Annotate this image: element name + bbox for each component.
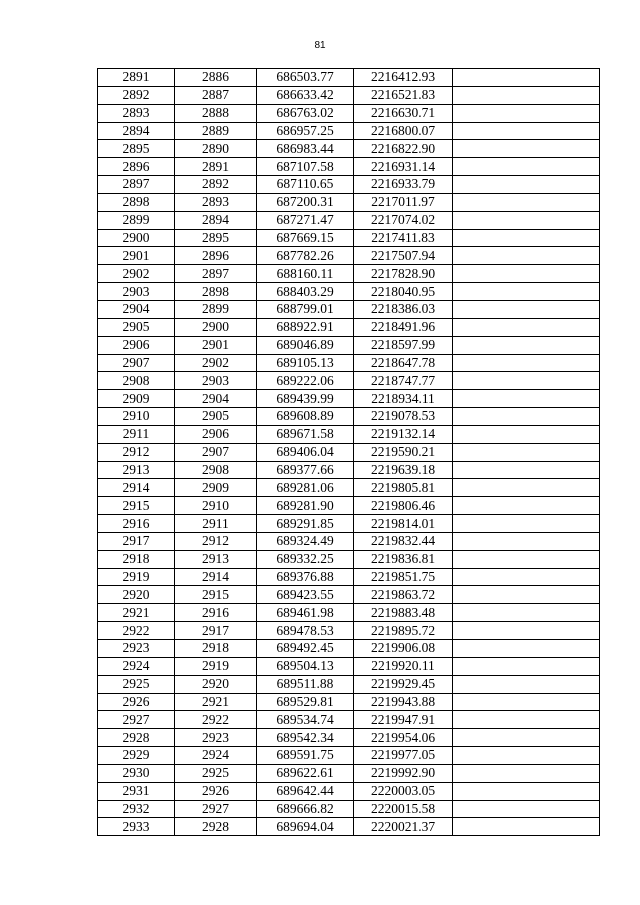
x-coordinate-cell: 689534.74 [257, 711, 354, 729]
table-row [98, 247, 600, 265]
note-cell [453, 693, 600, 711]
prev-point-number-cell: 2887 [175, 86, 257, 104]
x-coordinate-cell: 689642.44 [257, 782, 354, 800]
note-cell [453, 408, 600, 426]
note-cell [453, 425, 600, 443]
table-row [98, 69, 600, 87]
x-coordinate-cell: 689046.89 [257, 336, 354, 354]
point-number-cell: 2898 [98, 193, 175, 211]
prev-point-number-cell: 2894 [175, 211, 257, 229]
x-coordinate-cell: 687110.65 [257, 176, 354, 194]
y-coordinate-cell: 2217828.90 [354, 265, 453, 283]
table-row [98, 622, 600, 640]
x-coordinate-cell: 687200.31 [257, 193, 354, 211]
table-row [98, 390, 600, 408]
prev-point-number-cell: 2920 [175, 675, 257, 693]
prev-point-number-cell: 2888 [175, 104, 257, 122]
prev-point-number-cell: 2896 [175, 247, 257, 265]
x-coordinate-cell: 689377.66 [257, 461, 354, 479]
table-row [98, 604, 600, 622]
y-coordinate-cell: 2219590.21 [354, 443, 453, 461]
table-row [98, 211, 600, 229]
note-cell [453, 318, 600, 336]
table-row [98, 140, 600, 158]
x-coordinate-cell: 689291.85 [257, 515, 354, 533]
prev-point-number-cell: 2914 [175, 568, 257, 586]
y-coordinate-cell: 2216933.79 [354, 176, 453, 194]
x-coordinate-cell: 686503.77 [257, 69, 354, 87]
table-row [98, 729, 600, 747]
point-number-cell: 2905 [98, 318, 175, 336]
x-coordinate-cell: 689439.99 [257, 390, 354, 408]
table-row [98, 122, 600, 140]
y-coordinate-cell: 2219814.01 [354, 515, 453, 533]
prev-point-number-cell: 2912 [175, 532, 257, 550]
y-coordinate-cell: 2216630.71 [354, 104, 453, 122]
x-coordinate-cell: 689511.88 [257, 675, 354, 693]
table-row [98, 425, 600, 443]
point-number-cell: 2894 [98, 122, 175, 140]
table-row [98, 532, 600, 550]
x-coordinate-cell: 689591.75 [257, 747, 354, 765]
note-cell [453, 193, 600, 211]
point-number-cell: 2892 [98, 86, 175, 104]
table-row [98, 640, 600, 658]
y-coordinate-cell: 2219895.72 [354, 622, 453, 640]
table-row [98, 675, 600, 693]
page-number: 81 [314, 40, 326, 51]
note-cell [453, 211, 600, 229]
point-number-cell: 2929 [98, 747, 175, 765]
x-coordinate-cell: 687782.26 [257, 247, 354, 265]
x-coordinate-cell: 689105.13 [257, 354, 354, 372]
y-coordinate-cell: 2219883.48 [354, 604, 453, 622]
prev-point-number-cell: 2893 [175, 193, 257, 211]
note-cell [453, 229, 600, 247]
table-row [98, 265, 600, 283]
table-row [98, 104, 600, 122]
y-coordinate-cell: 2219805.81 [354, 479, 453, 497]
prev-point-number-cell: 2904 [175, 390, 257, 408]
note-cell [453, 550, 600, 568]
y-coordinate-cell: 2219977.05 [354, 747, 453, 765]
table-row [98, 461, 600, 479]
point-number-cell: 2921 [98, 604, 175, 622]
table-row [98, 657, 600, 675]
prev-point-number-cell: 2907 [175, 443, 257, 461]
table-row [98, 818, 600, 836]
y-coordinate-cell: 2216521.83 [354, 86, 453, 104]
x-coordinate-cell: 688922.91 [257, 318, 354, 336]
y-coordinate-cell: 2219920.11 [354, 657, 453, 675]
x-coordinate-cell: 689608.89 [257, 408, 354, 426]
prev-point-number-cell: 2900 [175, 318, 257, 336]
note-cell [453, 586, 600, 604]
point-number-cell: 2909 [98, 390, 175, 408]
x-coordinate-cell: 687271.47 [257, 211, 354, 229]
point-number-cell: 2908 [98, 372, 175, 390]
note-cell [453, 818, 600, 836]
point-number-cell: 2917 [98, 532, 175, 550]
table-row [98, 764, 600, 782]
note-cell [453, 372, 600, 390]
note-cell [453, 515, 600, 533]
table-row [98, 568, 600, 586]
table-row [98, 300, 600, 318]
prev-point-number-cell: 2909 [175, 479, 257, 497]
table-row [98, 193, 600, 211]
x-coordinate-cell: 689671.58 [257, 425, 354, 443]
x-coordinate-cell: 689478.53 [257, 622, 354, 640]
y-coordinate-cell: 2219639.18 [354, 461, 453, 479]
y-coordinate-cell: 2216822.90 [354, 140, 453, 158]
point-number-cell: 2899 [98, 211, 175, 229]
y-coordinate-cell: 2217411.83 [354, 229, 453, 247]
point-number-cell: 2922 [98, 622, 175, 640]
table-row [98, 443, 600, 461]
note-cell [453, 479, 600, 497]
prev-point-number-cell: 2925 [175, 764, 257, 782]
prev-point-number-cell: 2886 [175, 69, 257, 87]
note-cell [453, 86, 600, 104]
prev-point-number-cell: 2927 [175, 800, 257, 818]
table-row [98, 586, 600, 604]
y-coordinate-cell: 2219992.90 [354, 764, 453, 782]
prev-point-number-cell: 2898 [175, 283, 257, 301]
prev-point-number-cell: 2897 [175, 265, 257, 283]
table-row [98, 283, 600, 301]
table-row [98, 550, 600, 568]
x-coordinate-cell: 689406.04 [257, 443, 354, 461]
table-row [98, 229, 600, 247]
point-number-cell: 2914 [98, 479, 175, 497]
point-number-cell: 2931 [98, 782, 175, 800]
y-coordinate-cell: 2217074.02 [354, 211, 453, 229]
note-cell [453, 265, 600, 283]
note-cell [453, 461, 600, 479]
point-number-cell: 2895 [98, 140, 175, 158]
point-number-cell: 2891 [98, 69, 175, 87]
table-row [98, 693, 600, 711]
note-cell [453, 747, 600, 765]
point-number-cell: 2913 [98, 461, 175, 479]
x-coordinate-cell: 689529.81 [257, 693, 354, 711]
y-coordinate-cell: 2219929.45 [354, 675, 453, 693]
x-coordinate-cell: 689281.06 [257, 479, 354, 497]
point-number-cell: 2930 [98, 764, 175, 782]
table-row [98, 515, 600, 533]
y-coordinate-cell: 2218491.96 [354, 318, 453, 336]
table-row [98, 336, 600, 354]
point-number-cell: 2928 [98, 729, 175, 747]
note-cell [453, 247, 600, 265]
prev-point-number-cell: 2908 [175, 461, 257, 479]
note-cell [453, 729, 600, 747]
y-coordinate-cell: 2219832.44 [354, 532, 453, 550]
note-cell [453, 711, 600, 729]
y-coordinate-cell: 2220021.37 [354, 818, 453, 836]
prev-point-number-cell: 2923 [175, 729, 257, 747]
point-number-cell: 2925 [98, 675, 175, 693]
prev-point-number-cell: 2905 [175, 408, 257, 426]
table-row [98, 354, 600, 372]
x-coordinate-cell: 689461.98 [257, 604, 354, 622]
table-row [98, 86, 600, 104]
x-coordinate-cell: 689622.61 [257, 764, 354, 782]
table-row [98, 711, 600, 729]
point-number-cell: 2916 [98, 515, 175, 533]
x-coordinate-cell: 689666.82 [257, 800, 354, 818]
y-coordinate-cell: 2219906.08 [354, 640, 453, 658]
y-coordinate-cell: 2218647.78 [354, 354, 453, 372]
x-coordinate-cell: 689694.04 [257, 818, 354, 836]
point-number-cell: 2904 [98, 300, 175, 318]
x-coordinate-cell: 689222.06 [257, 372, 354, 390]
point-number-cell: 2911 [98, 425, 175, 443]
y-coordinate-cell: 2219943.88 [354, 693, 453, 711]
y-coordinate-cell: 2219836.81 [354, 550, 453, 568]
note-cell [453, 764, 600, 782]
table-row [98, 372, 600, 390]
prev-point-number-cell: 2916 [175, 604, 257, 622]
point-number-cell: 2902 [98, 265, 175, 283]
table-row [98, 800, 600, 818]
point-number-cell: 2897 [98, 176, 175, 194]
point-number-cell: 2893 [98, 104, 175, 122]
note-cell [453, 354, 600, 372]
prev-point-number-cell: 2889 [175, 122, 257, 140]
prev-point-number-cell: 2910 [175, 497, 257, 515]
y-coordinate-cell: 2218747.77 [354, 372, 453, 390]
point-number-cell: 2932 [98, 800, 175, 818]
x-coordinate-cell: 688403.29 [257, 283, 354, 301]
y-coordinate-cell: 2219947.91 [354, 711, 453, 729]
note-cell [453, 390, 600, 408]
note-cell [453, 300, 600, 318]
prev-point-number-cell: 2913 [175, 550, 257, 568]
table-body [98, 69, 600, 836]
table-row [98, 497, 600, 515]
point-number-cell: 2919 [98, 568, 175, 586]
note-cell [453, 532, 600, 550]
prev-point-number-cell: 2921 [175, 693, 257, 711]
point-number-cell: 2907 [98, 354, 175, 372]
note-cell [453, 568, 600, 586]
prev-point-number-cell: 2902 [175, 354, 257, 372]
table-row [98, 747, 600, 765]
prev-point-number-cell: 2918 [175, 640, 257, 658]
point-number-cell: 2906 [98, 336, 175, 354]
table-row [98, 408, 600, 426]
y-coordinate-cell: 2218040.95 [354, 283, 453, 301]
point-number-cell: 2912 [98, 443, 175, 461]
point-number-cell: 2900 [98, 229, 175, 247]
prev-point-number-cell: 2899 [175, 300, 257, 318]
point-number-cell: 2918 [98, 550, 175, 568]
note-cell [453, 122, 600, 140]
table-row [98, 158, 600, 176]
x-coordinate-cell: 686763.02 [257, 104, 354, 122]
x-coordinate-cell: 688160.11 [257, 265, 354, 283]
point-number-cell: 2926 [98, 693, 175, 711]
note-cell [453, 140, 600, 158]
note-cell [453, 158, 600, 176]
prev-point-number-cell: 2903 [175, 372, 257, 390]
point-number-cell: 2915 [98, 497, 175, 515]
x-coordinate-cell: 689542.34 [257, 729, 354, 747]
note-cell [453, 657, 600, 675]
note-cell [453, 497, 600, 515]
point-number-cell: 2920 [98, 586, 175, 604]
y-coordinate-cell: 2218934.11 [354, 390, 453, 408]
y-coordinate-cell: 2219078.53 [354, 408, 453, 426]
point-number-cell: 2924 [98, 657, 175, 675]
y-coordinate-cell: 2216800.07 [354, 122, 453, 140]
note-cell [453, 675, 600, 693]
note-cell [453, 283, 600, 301]
point-number-cell: 2896 [98, 158, 175, 176]
prev-point-number-cell: 2917 [175, 622, 257, 640]
y-coordinate-cell: 2219851.75 [354, 568, 453, 586]
note-cell [453, 104, 600, 122]
point-number-cell: 2923 [98, 640, 175, 658]
note-cell [453, 443, 600, 461]
prev-point-number-cell: 2922 [175, 711, 257, 729]
prev-point-number-cell: 2901 [175, 336, 257, 354]
y-coordinate-cell: 2220003.05 [354, 782, 453, 800]
y-coordinate-cell: 2219863.72 [354, 586, 453, 604]
point-number-cell: 2903 [98, 283, 175, 301]
x-coordinate-cell: 689376.88 [257, 568, 354, 586]
y-coordinate-cell: 2216412.93 [354, 69, 453, 87]
note-cell [453, 640, 600, 658]
x-coordinate-cell: 689504.13 [257, 657, 354, 675]
point-number-cell: 2901 [98, 247, 175, 265]
table-row [98, 318, 600, 336]
prev-point-number-cell: 2911 [175, 515, 257, 533]
x-coordinate-cell: 689281.90 [257, 497, 354, 515]
x-coordinate-cell: 687669.15 [257, 229, 354, 247]
table-row [98, 782, 600, 800]
prev-point-number-cell: 2926 [175, 782, 257, 800]
y-coordinate-cell: 2219954.06 [354, 729, 453, 747]
prev-point-number-cell: 2928 [175, 818, 257, 836]
note-cell [453, 782, 600, 800]
x-coordinate-cell: 686957.25 [257, 122, 354, 140]
point-number-cell: 2927 [98, 711, 175, 729]
x-coordinate-cell: 689324.49 [257, 532, 354, 550]
prev-point-number-cell: 2892 [175, 176, 257, 194]
note-cell [453, 604, 600, 622]
x-coordinate-cell: 689492.45 [257, 640, 354, 658]
y-coordinate-cell: 2219806.46 [354, 497, 453, 515]
prev-point-number-cell: 2895 [175, 229, 257, 247]
point-number-cell: 2910 [98, 408, 175, 426]
x-coordinate-cell: 687107.58 [257, 158, 354, 176]
table-row [98, 479, 600, 497]
y-coordinate-cell: 2218597.99 [354, 336, 453, 354]
x-coordinate-cell: 688799.01 [257, 300, 354, 318]
y-coordinate-cell: 2220015.58 [354, 800, 453, 818]
y-coordinate-cell: 2217011.97 [354, 193, 453, 211]
note-cell [453, 69, 600, 87]
prev-point-number-cell: 2906 [175, 425, 257, 443]
coordinates-table [97, 68, 600, 836]
x-coordinate-cell: 686983.44 [257, 140, 354, 158]
x-coordinate-cell: 689423.55 [257, 586, 354, 604]
prev-point-number-cell: 2915 [175, 586, 257, 604]
note-cell [453, 176, 600, 194]
y-coordinate-cell: 2217507.94 [354, 247, 453, 265]
prev-point-number-cell: 2924 [175, 747, 257, 765]
point-number-cell: 2933 [98, 818, 175, 836]
note-cell [453, 336, 600, 354]
x-coordinate-cell: 686633.42 [257, 86, 354, 104]
prev-point-number-cell: 2890 [175, 140, 257, 158]
note-cell [453, 622, 600, 640]
y-coordinate-cell: 2216931.14 [354, 158, 453, 176]
note-cell [453, 800, 600, 818]
prev-point-number-cell: 2919 [175, 657, 257, 675]
y-coordinate-cell: 2219132.14 [354, 425, 453, 443]
x-coordinate-cell: 689332.25 [257, 550, 354, 568]
table-row [98, 176, 600, 194]
y-coordinate-cell: 2218386.03 [354, 300, 453, 318]
prev-point-number-cell: 2891 [175, 158, 257, 176]
